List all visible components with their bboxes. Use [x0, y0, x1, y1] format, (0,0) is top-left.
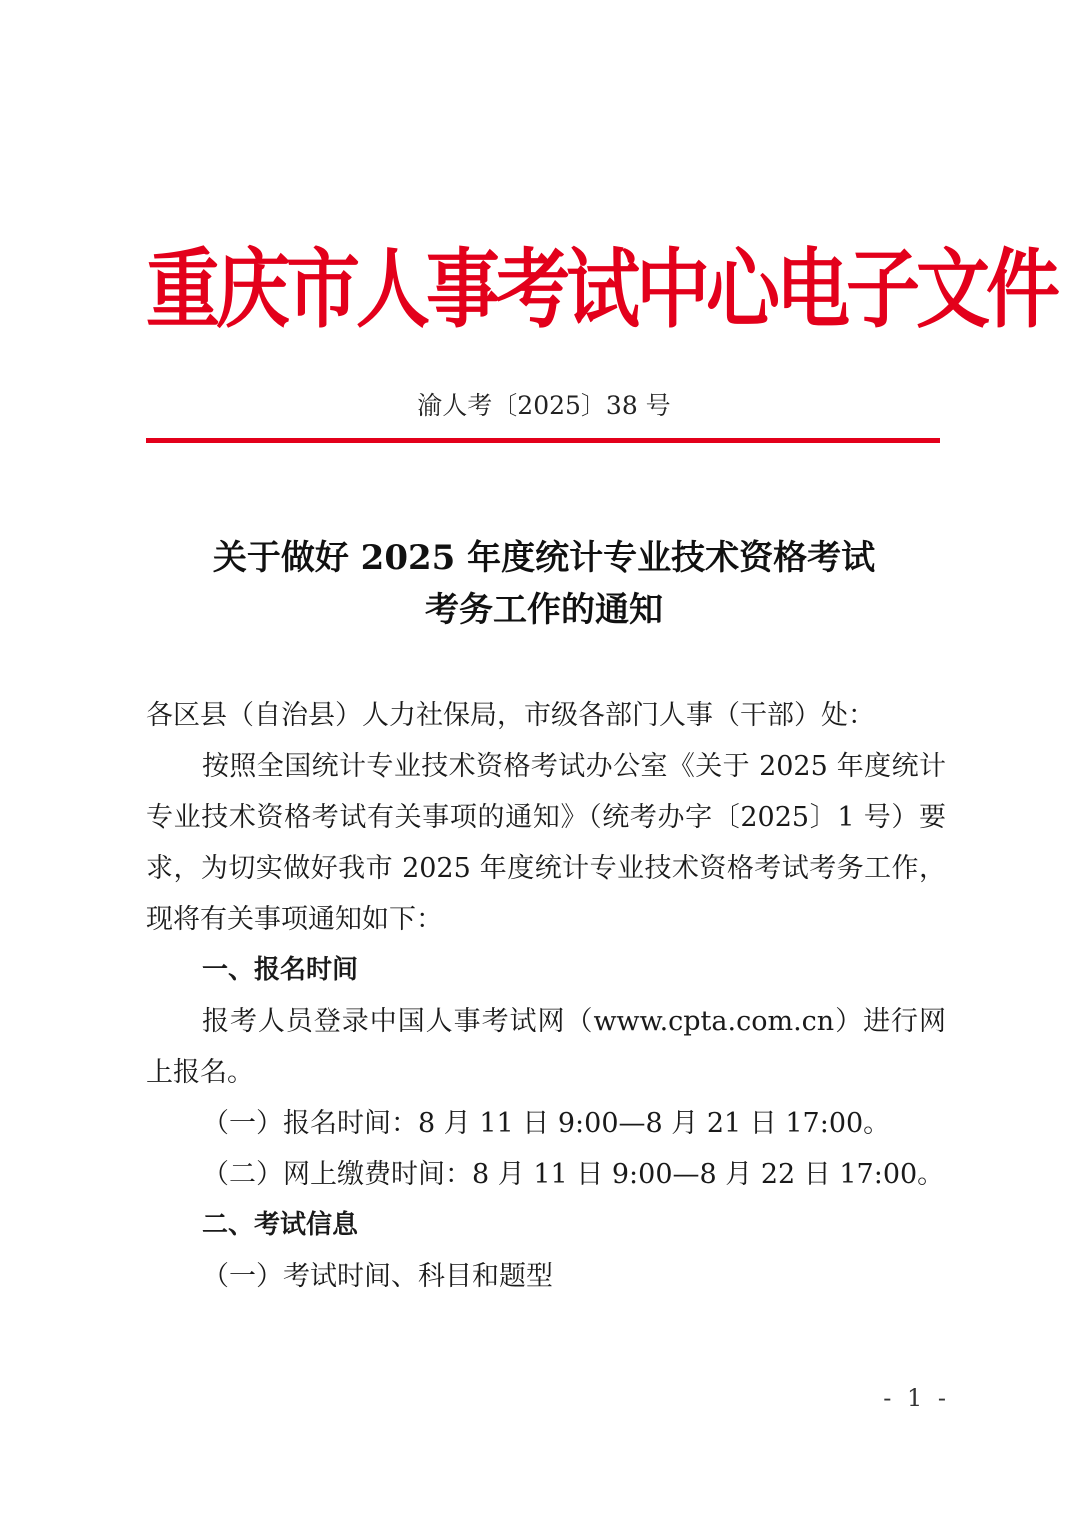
- salutation: 各区县（自治县）人力社保局，市级各部门人事（干部）处：: [146, 700, 875, 731]
- section-2-item-1: （一）考试时间、科目和题型: [202, 1261, 553, 1292]
- masthead-title: 重庆市人事考试中心电子文件: [146, 240, 1056, 340]
- notice-body: [146, 690, 946, 1302]
- document-number: 渝人考〔2025〕38 号: [417, 391, 671, 420]
- section-1-heading: 一、报名时间: [202, 955, 359, 985]
- section-2-heading: 二、考试信息: [202, 1210, 359, 1240]
- title-line-2: 考务工作的通知: [425, 590, 663, 630]
- title-line-1: 关于做好 2025 年度统计专业技术资格考试: [212, 538, 876, 578]
- intro-paragraph: 按照全国统计专业技术资格考试办公室《关于 2025 年度统计专业技术资格考试有关事项的通知》（统考办字〔2025〕1 号）要求，为切实做好我市 2025 年度统计专业技术资格考试考务工作，现将有关事项通知如下：: [146, 751, 946, 935]
- section-1-item-1: （一）报名时间：8 月 11 日 9:00—8 月 21 日 17:00。: [202, 1108, 891, 1139]
- section-1-text: 报考人员登录中国人事考试网（www.cpta.com.cn）进行网上报名。: [146, 1006, 946, 1088]
- page-number: - 1 -: [883, 1384, 950, 1412]
- section-1-item-2: （二）网上缴费时间：8 月 11 日 9:00—8 月 22 日 17:00。: [202, 1159, 945, 1190]
- notice-title: [146, 532, 942, 636]
- red-divider-line: [146, 438, 940, 443]
